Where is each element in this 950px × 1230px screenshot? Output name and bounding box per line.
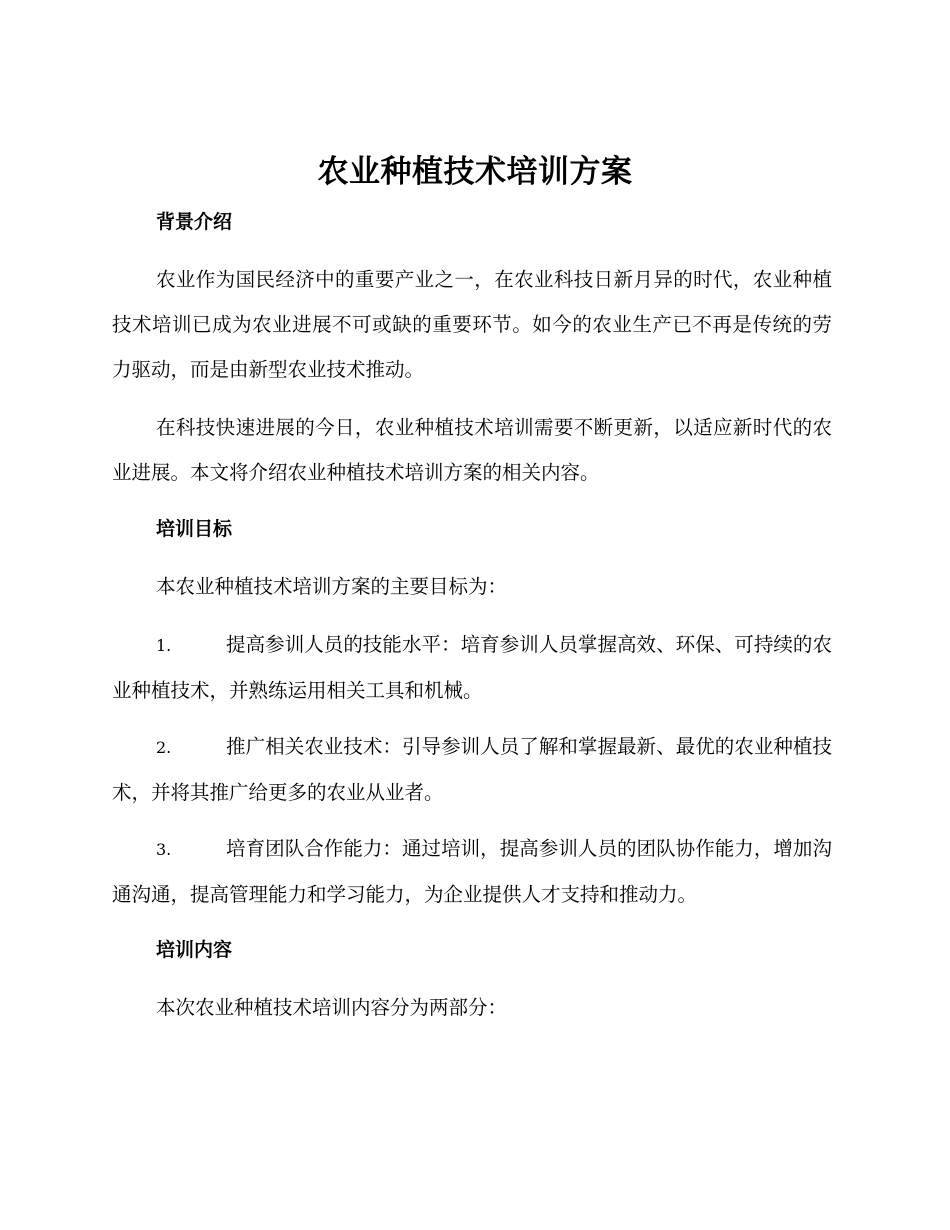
section-heading-goals: 培训目标 [156, 518, 233, 540]
goals-intro: 本农业种植技术培训方案的主要目标为： [156, 575, 508, 598]
list-number: 2. [156, 738, 172, 757]
list-item-text: 提高参训人员的技能水平：培育参训人员掌握高效、环保、可持续的农业种植技术，并熟练运用相关工具和机械。 [112, 633, 832, 702]
list-item-text: 推广相关农业技术：引导参训人员了解和掌握最新、最优的农业种植技术，并将其推广给更多的农业从业者。 [112, 735, 832, 804]
background-paragraph-2: 在科技快速进展的今日，农业种植技术培训需要不断更新，以适应新时代的农业进展。本文将介绍农业种植技术培训方案的相关内容。 [112, 416, 832, 484]
content-intro: 本次农业种植技术培训内容分为两部分： [156, 996, 508, 1019]
section-heading-background: 背景介绍 [156, 211, 233, 233]
list-number: 3. [156, 840, 172, 859]
list-item-text: 培育团队合作能力：通过培训，提高参训人员的团队协作能力，增加沟通沟通，提高管理能力和学习能力，为企业提供人才支持和推动力。 [112, 837, 832, 906]
goal-item-3 [112, 826, 832, 917]
list-number: 1. [156, 636, 172, 655]
section-heading-content: 培训内容 [156, 939, 233, 961]
goal-item-1 [112, 622, 832, 713]
goal-item-2 [112, 724, 832, 815]
document-title: 农业种植技术培训方案 [317, 154, 633, 190]
background-paragraph-1: 农业作为国民经济中的重要产业之一，在农业科技日新月异的时代，农业种植技术培训已成为农业进展不可或缺的重要环节。如今的农业生产已不再是传统的劳力驱动，而是由新型农业技术推动。 [112, 268, 832, 381]
